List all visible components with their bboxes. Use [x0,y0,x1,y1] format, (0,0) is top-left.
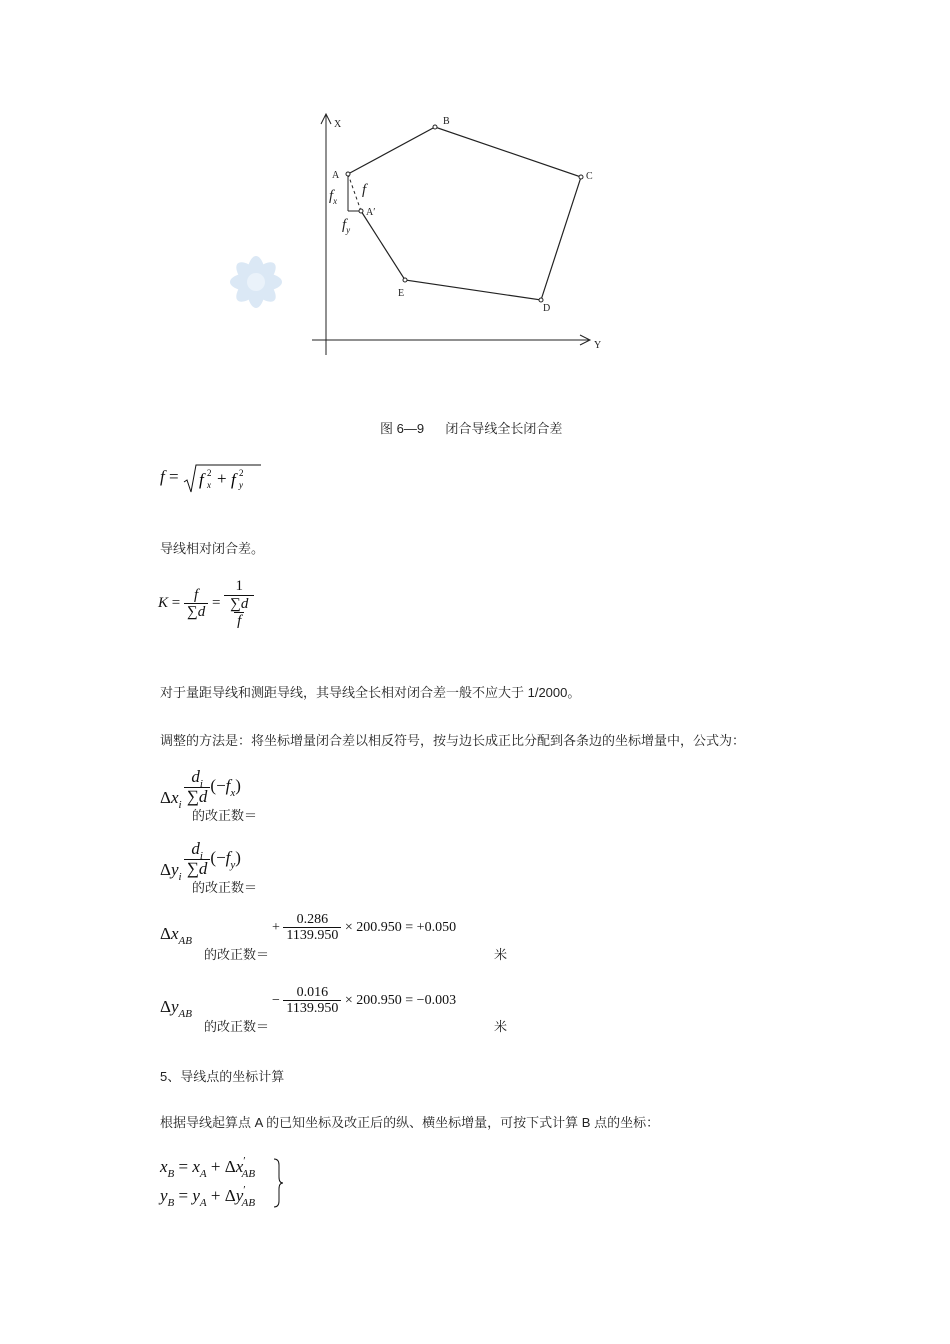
f-segment [348,174,361,211]
svg-text:y: y [238,480,243,490]
point-e [403,278,407,282]
label-e: E [398,288,405,299]
point-a-prime [359,209,363,213]
label-d: D [543,303,551,314]
point-b [433,125,437,129]
axis-y-label: Y [594,340,602,351]
dx-ab-sign: + [272,920,280,936]
svg-text:f: f [230,470,236,489]
coord-intro-text: 根据导线起算点 A 的已知坐标及改正后的纵、横坐标增量，可按下式计算 B 点的坐标： [160,1115,660,1130]
dy-ab-denominator: 1139.950 [283,1000,341,1016]
formula-dx-ab: $\Delta x_{AB}$ [160,924,192,947]
caption-prefix: 图 6—9 [380,421,425,436]
svg-text:x: x [206,480,211,490]
formula-dy-i: $\Delta y_i$ $\frac{d_i}{\sum d}$ $(-f_y)$ [160,839,241,883]
dx-ab-correction-label: 的改正数＝ [204,947,270,962]
dx-ab-unit: 米 [494,947,508,962]
svg-text:2: 2 [238,468,244,478]
label-fy: $f_y$ [342,217,351,235]
dy-ab-sign: − [272,993,280,1009]
dy-ab-unit: 米 [494,1019,508,1034]
label-a-prime: A′ [366,207,376,218]
method-text: 调整的方法是：将坐标增量闭合差以相反符号，按与边长成正比分配到各条边的坐标增量中，公式为： [160,733,746,748]
dx-i-correction-label: 的改正数＝ [192,808,258,823]
formula-k: K = $\frac{f}{\sum d}$ = $\frac{1}{\frac{\sum d}{f}}$ [158,578,254,630]
dy-ab-result: × 200.950 = −0.003 [344,993,457,1009]
formula-dx-ab-value [272,912,456,944]
relative-error-text: 导线相对闭合差。 [160,541,265,556]
watermark-flower-icon [220,252,292,312]
label-a: A [332,170,340,181]
dx-ab-result: × 200.950 = +0.050 [344,920,457,936]
svg-text:f: f [198,470,204,489]
limit-text: 对于量距导线和测距导线，其导线全长相对闭合差一般不应大于 1/2000。 [160,685,581,700]
traverse-polygon [348,127,581,300]
label-f: f [362,182,367,198]
label-b: B [443,116,450,127]
formula-yb: $y_B = y_A + \Delta y'_{AB}$ [160,1184,256,1209]
point-d [539,298,543,302]
figure-caption [380,418,562,437]
label-c: C [586,171,593,182]
dy-ab-correction-label: 的改正数＝ [204,1019,270,1034]
dy-ab-numerator: 0.016 [296,985,329,1000]
formula-dx-i: $\Delta x_i$ $\frac{d_i}{\sum d}$ $(-f_x)$ [160,767,241,811]
formula-dy-ab: $\Delta y_{AB}$ [160,997,192,1020]
dx-ab-numerator: 0.286 [296,912,329,927]
label-fx: $f_x$ [329,188,338,206]
formula-closure-error: f = f x 2 + f y 2 [160,462,261,494]
caption-text: 闭合导线全长闭合差 [445,421,563,436]
formula-dy-ab-value [272,985,456,1017]
point-c [579,175,583,179]
section-heading: 5、导线点的坐标计算 [160,1069,285,1084]
right-brace [272,1157,284,1209]
point-a [346,172,350,176]
dy-i-correction-label: 的改正数＝ [192,880,258,895]
axis-x-label: X [334,119,342,130]
formula-xb: $x_B = x_A + \Delta x'_{AB}$ [160,1155,256,1180]
svg-text:+: + [216,469,227,488]
traverse-diagram [300,100,620,370]
svg-text:2: 2 [206,468,212,478]
dx-ab-denominator: 1139.950 [283,927,341,943]
